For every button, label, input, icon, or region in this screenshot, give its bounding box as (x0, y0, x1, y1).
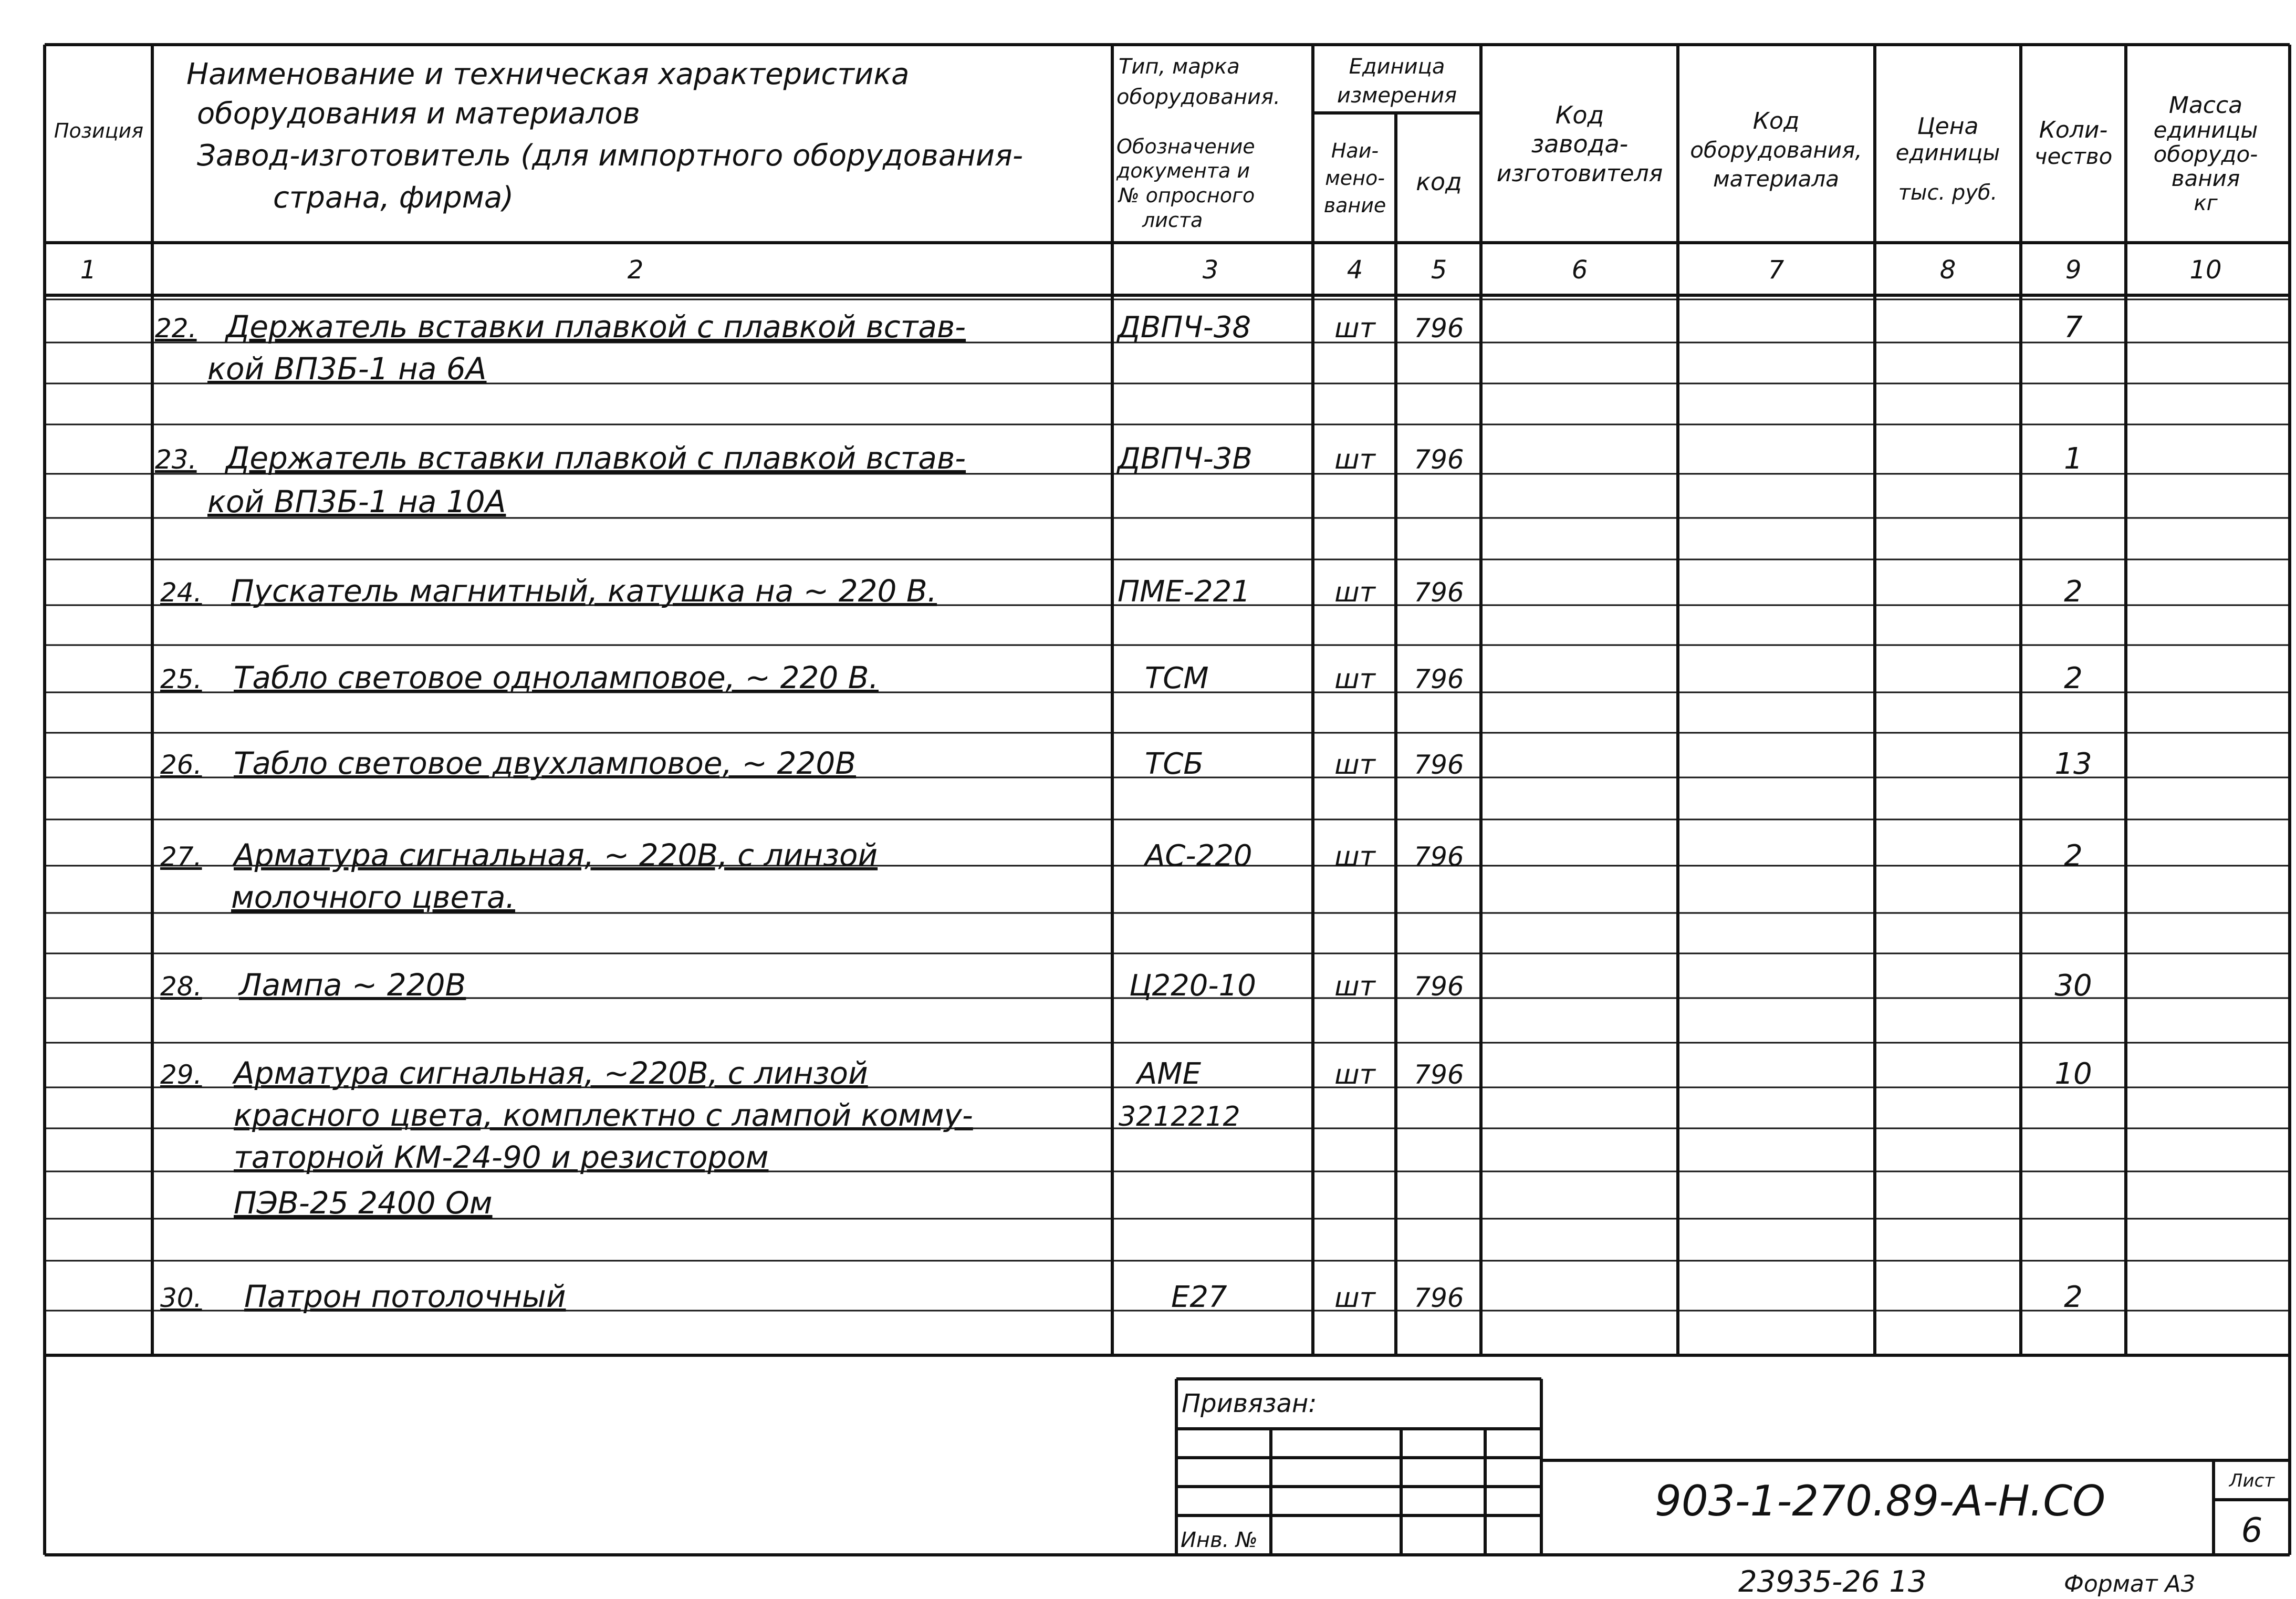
row-position: 26. (160, 750, 202, 780)
row-type: ТСБ (1145, 747, 1204, 781)
header-unit-group: Единица (1349, 55, 1445, 79)
header-unit-name-line2: мено- (1325, 167, 1385, 190)
column-number-2: 2 (627, 255, 644, 285)
table-row (160, 573, 2083, 609)
header-position: Позиция (54, 119, 144, 142)
row-quantity: 30 (2054, 969, 2092, 1003)
format-label: Формат А3 (2064, 1571, 2196, 1597)
sheet-number: 6 (2241, 1511, 2263, 1550)
row-name-line: молочного цвета. (231, 879, 515, 915)
header-material-code-line1: Код (1752, 108, 1800, 134)
column-number-8: 8 (1939, 255, 1956, 285)
row-unit: шт (1334, 577, 1375, 608)
row-unit: шт (1334, 313, 1375, 344)
row-unit: шт (1334, 749, 1375, 781)
row-position: 29. (160, 1060, 202, 1090)
row-name-line: Табло световое одноламповое, ~ 220 В. (234, 660, 879, 695)
row-name-line: Арматура сигнальная, ~220В, с линзой (234, 1055, 868, 1091)
row-unit: шт (1334, 1282, 1375, 1314)
table-row (160, 660, 2083, 695)
column-number-1: 1 (80, 255, 97, 285)
row-type: АМЕ (1137, 1057, 1202, 1091)
header-price-line3: тыс. руб. (1898, 181, 1998, 205)
header-qty-line2: чество (2034, 143, 2113, 169)
row-name-line: Лампа ~ 220В (239, 967, 466, 1003)
column-number-5: 5 (1431, 255, 1447, 285)
header-type-line6: листа (1142, 209, 1203, 232)
header-mass-line1: Масса (2168, 92, 2243, 119)
row-type: ТСМ (1145, 661, 1209, 695)
row-quantity: 7 (2064, 310, 2083, 345)
header-maker-code-line3: изготовителя (1496, 160, 1663, 187)
header-name-line1: Наименование и техническая характеристика (186, 57, 910, 91)
row-position: 27. (160, 842, 202, 872)
table-row (160, 1279, 2083, 1314)
row-unit-code: 796 (1414, 664, 1464, 694)
row-position: 28. (160, 971, 202, 1002)
row-name-line: кой ВП3Б-1 на 10А (207, 484, 506, 520)
row-unit-code: 796 (1414, 750, 1464, 780)
table-row (160, 745, 2092, 781)
header-unit-code: код (1416, 168, 1462, 196)
row-name-line: Держатель вставки плавкой с плавкой встав- (226, 309, 966, 345)
header-name-line2: оборудования и материалов (197, 97, 640, 131)
row-type: 3212212 (1119, 1101, 1240, 1133)
table-row (155, 440, 2083, 520)
header-unit-name-line3: вание (1323, 194, 1386, 217)
row-name-line: Арматура сигнальная, ~ 220В, с линзой (234, 837, 878, 873)
header-maker-code-line2: завода- (1531, 130, 1629, 158)
row-quantity: 2 (2064, 839, 2083, 873)
table-row (160, 1055, 2092, 1221)
row-quantity: 10 (2054, 1057, 2092, 1091)
row-name-line: кой ВП3Б-1 на 6А (207, 351, 487, 387)
row-type: Е27 (1171, 1280, 1227, 1314)
stamp-inventory-number: Инв. № (1181, 1528, 1258, 1552)
row-unit-code: 796 (1414, 971, 1464, 1002)
row-name-line: ПЭВ-25 2400 Ом (234, 1185, 493, 1221)
header-unit-name-line1: Наи- (1331, 139, 1379, 162)
row-quantity: 2 (2064, 575, 2083, 609)
header-type-line5: № опросного (1119, 184, 1255, 207)
row-type: ДВПЧ-38 (1118, 310, 1251, 345)
column-number-7: 7 (1768, 255, 1784, 285)
row-position: 23. (155, 444, 197, 475)
table-row (160, 837, 2083, 915)
column-number-9: 9 (2065, 255, 2082, 285)
header-material-code-line2: оборудования, (1690, 137, 1862, 163)
row-type: ДВПЧ-3В (1118, 442, 1253, 476)
order-number: 23935-26 13 (1738, 1565, 1927, 1599)
row-unit-code: 796 (1414, 313, 1464, 344)
sheet-label: Лист (2229, 1470, 2275, 1491)
header-mass-line4: вания (2171, 165, 2240, 191)
row-name-line: Патрон потолочный (244, 1279, 566, 1314)
row-unit-code: 796 (1414, 444, 1464, 475)
column-number-6: 6 (1571, 255, 1588, 285)
row-type: ПМЕ-221 (1118, 575, 1250, 609)
header-price-line1: Цена (1917, 113, 1979, 140)
header-type-line1: Тип, марка (1119, 55, 1240, 79)
row-name-line: Держатель вставки плавкой с плавкой встав- (226, 440, 966, 476)
header-mass-line3: оборудо- (2153, 141, 2258, 167)
row-name-line: красного цвета, комплектно с лампой комму- (234, 1097, 973, 1133)
row-unit-code: 796 (1414, 842, 1464, 872)
column-number-4: 4 (1347, 255, 1363, 285)
header-unit-group2: измерения (1337, 84, 1457, 108)
row-type: Ц220-10 (1129, 969, 1256, 1003)
row-quantity: 1 (2064, 442, 2083, 476)
document-code: 903-1-270.89-А-Н.СО (1654, 1477, 2106, 1525)
row-quantity: 2 (2064, 1280, 2083, 1314)
stamp-privyazan: Привязан: (1182, 1389, 1317, 1418)
header-name-line3: Завод-изготовитель (для импортного оборудования- (197, 139, 1024, 173)
row-position: 25. (160, 664, 202, 694)
header-maker-code-line1: Код (1555, 101, 1604, 129)
row-unit: шт (1334, 1059, 1375, 1091)
row-quantity: 2 (2064, 661, 2083, 695)
header-mass-line2: единицы (2153, 117, 2258, 143)
row-name-line: Пускатель магнитный, катушка на ~ 220 В. (231, 573, 937, 609)
row-quantity: 13 (2054, 747, 2092, 781)
header-qty-line1: Коли- (2039, 117, 2108, 143)
header-type-line2: оборудования. (1116, 85, 1280, 109)
row-position: 24. (160, 577, 202, 608)
row-type: АС-220 (1145, 839, 1253, 873)
row-name-line: таторной КМ-24-90 и резистором (234, 1139, 769, 1175)
header-name-line4: страна, фирма) (273, 181, 514, 215)
row-unit-code: 796 (1414, 1283, 1464, 1313)
column-number-10: 10 (2189, 255, 2222, 285)
header-type-line3: Обозначение (1116, 135, 1255, 158)
row-unit: шт (1334, 444, 1375, 475)
column-number-3: 3 (1202, 255, 1219, 285)
row-position: 30. (160, 1283, 202, 1313)
table-row (155, 309, 2083, 387)
row-name-line: Табло световое двухламповое, ~ 220В (234, 745, 857, 781)
header-price-line2: единицы (1895, 140, 2000, 165)
row-unit-code: 796 (1414, 1060, 1464, 1090)
header-material-code-line3: материала (1713, 166, 1840, 192)
row-unit: шт (1334, 971, 1375, 1002)
row-unit: шт (1334, 663, 1375, 695)
header-mass-line5: кг (2194, 191, 2218, 215)
header-type-line4: документа и (1116, 159, 1250, 182)
row-unit-code: 796 (1414, 577, 1464, 608)
row-position: 22. (155, 313, 197, 344)
row-unit: шт (1334, 841, 1375, 873)
